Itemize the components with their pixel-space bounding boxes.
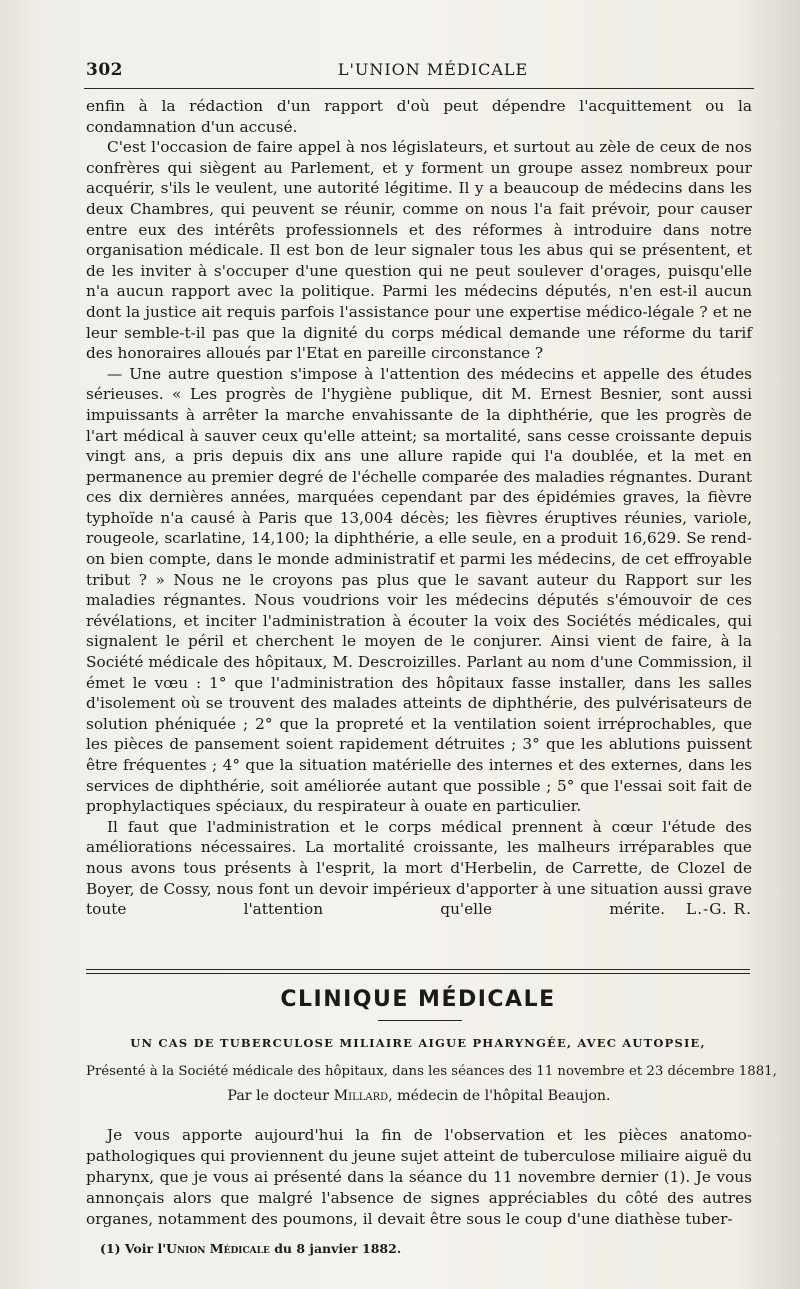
- section-title: CLINIQUE MÉDICALE: [280, 987, 556, 1012]
- header-rule: [84, 88, 754, 89]
- running-head: L'UNION MÉDICALE: [337, 60, 529, 79]
- section-rule-bottom: [86, 973, 750, 974]
- footnote-journal: Union Médicale: [166, 1241, 270, 1256]
- author-prefix: Par le docteur: [227, 1088, 330, 1104]
- editorial-paragraph-4: [86, 817, 752, 920]
- article-body: [86, 1125, 752, 1230]
- closing-text: Il faut que l'administration et le corps médical prennent à cœur l'étude des améliorations nécessaires. La mortalité croissante, les malheurs irréparables que nous avons tous présents à l'esprit, la mort d'Herbelin, de Carrette, de Clozel de Boyer, de Cossy, nous font un devoir impérieux d'apporter à une situation aussi grave toute l'attention qu'elle mérite.: [86, 817, 752, 919]
- footnote-rest: du 8 janvier 1882.: [269, 1241, 402, 1256]
- editorial-paragraph-3: — Une autre question s'impose à l'attention des médecins et appelle des études sérieuses. « Les progrès de l'hygiène publique, dit M. Ernest Besnier, sont aussi impuissants à arrêter la marche envahissante de la diphthérie, que les progrès de l'art médical à sauver ceux qu'elle atteint; sa mortalité, sans cesse croissante depuis vingt ans, a pris depuis dix ans une allure rapide qui l'a doublée, et la met en permanence au premier degré de l'échelle comparée des maladies régnantes. Durant ces dix dernières années, marquées cependant par des épidémies graves, la fièvre typhoïde n'a causé à Paris que 13,004 décès; les fièvres éruptives réunies, variole, rougeole, scarlatine, 14,100; la diphthérie, a elle seule, en a produit 16,629. Se rend-on bien compte, dans le monde administratif et parmi les médecins, de cet effroyable tribut ? » Nous ne le croyons pas plus que le savant auteur du Rapport sur les maladies régnantes. Nous voudrions voir les médecins députés s'émouvoir de ces révélations, et inciter l'administration à écouter la voix des Sociétés médicales, qui signalent le péril et cherchent le moyen de le conjurer. Ainsi vient de faire, à la Société médicale des hôpitaux, M. Descroizilles. Parlant au nom d'une Commission, il émet le vœu : 1° que l'administration des hôpitaux fasse installer, dans les salles d'isolement où se trouvent des malades atteints de diphthérie, des pulvérisateurs de solution phéniquée ; 2° que la propreté et la ventilation soient irréprochables, que les pièces de pansement soient rapidement détruites ; 3° que les ablutions puissent être fréquentes ; 4° que la situation matérielle des internes et des externes, dans les services de diphthérie, soit améliorée autant que possible ; 5° que l'essai soit fait de prophylactiques spéciaux, du respirateur à ouate en particulier.: [86, 364, 752, 816]
- article-title: UN CAS DE TUBERCULOSE MILIAIRE AIGUE PHARYNGÉE, AVEC AUTOPSIE,: [130, 1036, 706, 1050]
- article-paragraph: Je vous apporte aujourd'hui la fin de l'observation et les pièces anatomo-pathologiques qui proviennent du jeune sujet atteint de tuberculose miliaire aiguë du pharynx, que je vous ai présenté dans la séance du 11 novembre dernier (1). Je vous annonçais alors que malgré l'absence de signes appréciables du côté des autres organes, notamment des poumons, il devait être sous le coup d'une diathèse tuber-: [86, 1126, 752, 1228]
- editorial-paragraph-2: C'est l'occasion de faire appel à nos législateurs, et surtout au zèle de ceux de nos confrères qui siègent au Parlement, et y forment un groupe assez nombreux pour acquérir, s'ils le veulent, une autorité légitime. Il y a beaucoup de médecins dans les deux Chambres, qui peuvent se réunir, comme on nous l'a fait prévoir, pour causer entre eux des intérêts professionnels et des réformes à introduire dans notre organisation médicale. Il est bon de leur signaler tous les abus qui se présentent, et de les inviter à s'occuper d'une question qui ne peut soulever d'orages, puisqu'elle n'a aucun rapport avec la politique. Parmi les médecins députés, n'en est-il aucun dont la justice ait requis parfois l'assistance pour une expertise médico-légale ? et ne leur semble-t-il pas que la dignité du corps médical demande une réforme du tarif des honoraires alloués par l'Etat en pareille circonstance ?: [86, 138, 752, 363]
- author-line: [86, 1086, 752, 1106]
- section-title-underline: [378, 1020, 462, 1021]
- page-header: [86, 54, 750, 82]
- editorial-text: [86, 96, 752, 920]
- presentation-note: Présenté à la Société médicale des hôpitaux, dans les séances des 11 novembre et 23 décembre 1881,: [86, 1064, 777, 1079]
- author-name: Millard: [333, 1088, 389, 1104]
- author-affiliation: , médecin de l'hôpital Beaujon.: [388, 1088, 611, 1104]
- editorial-paragraph-1: enfin à la rédaction d'un rapport d'où peut dépendre l'acquittement ou la condamnation d'un accusé.: [86, 97, 752, 136]
- footnote: [100, 1240, 750, 1258]
- footnote-marker: (1) Voir l': [100, 1241, 167, 1256]
- author-signature: L.-G. R.: [686, 900, 752, 919]
- page-number: 302: [86, 60, 123, 80]
- section-rule-top: [86, 969, 750, 970]
